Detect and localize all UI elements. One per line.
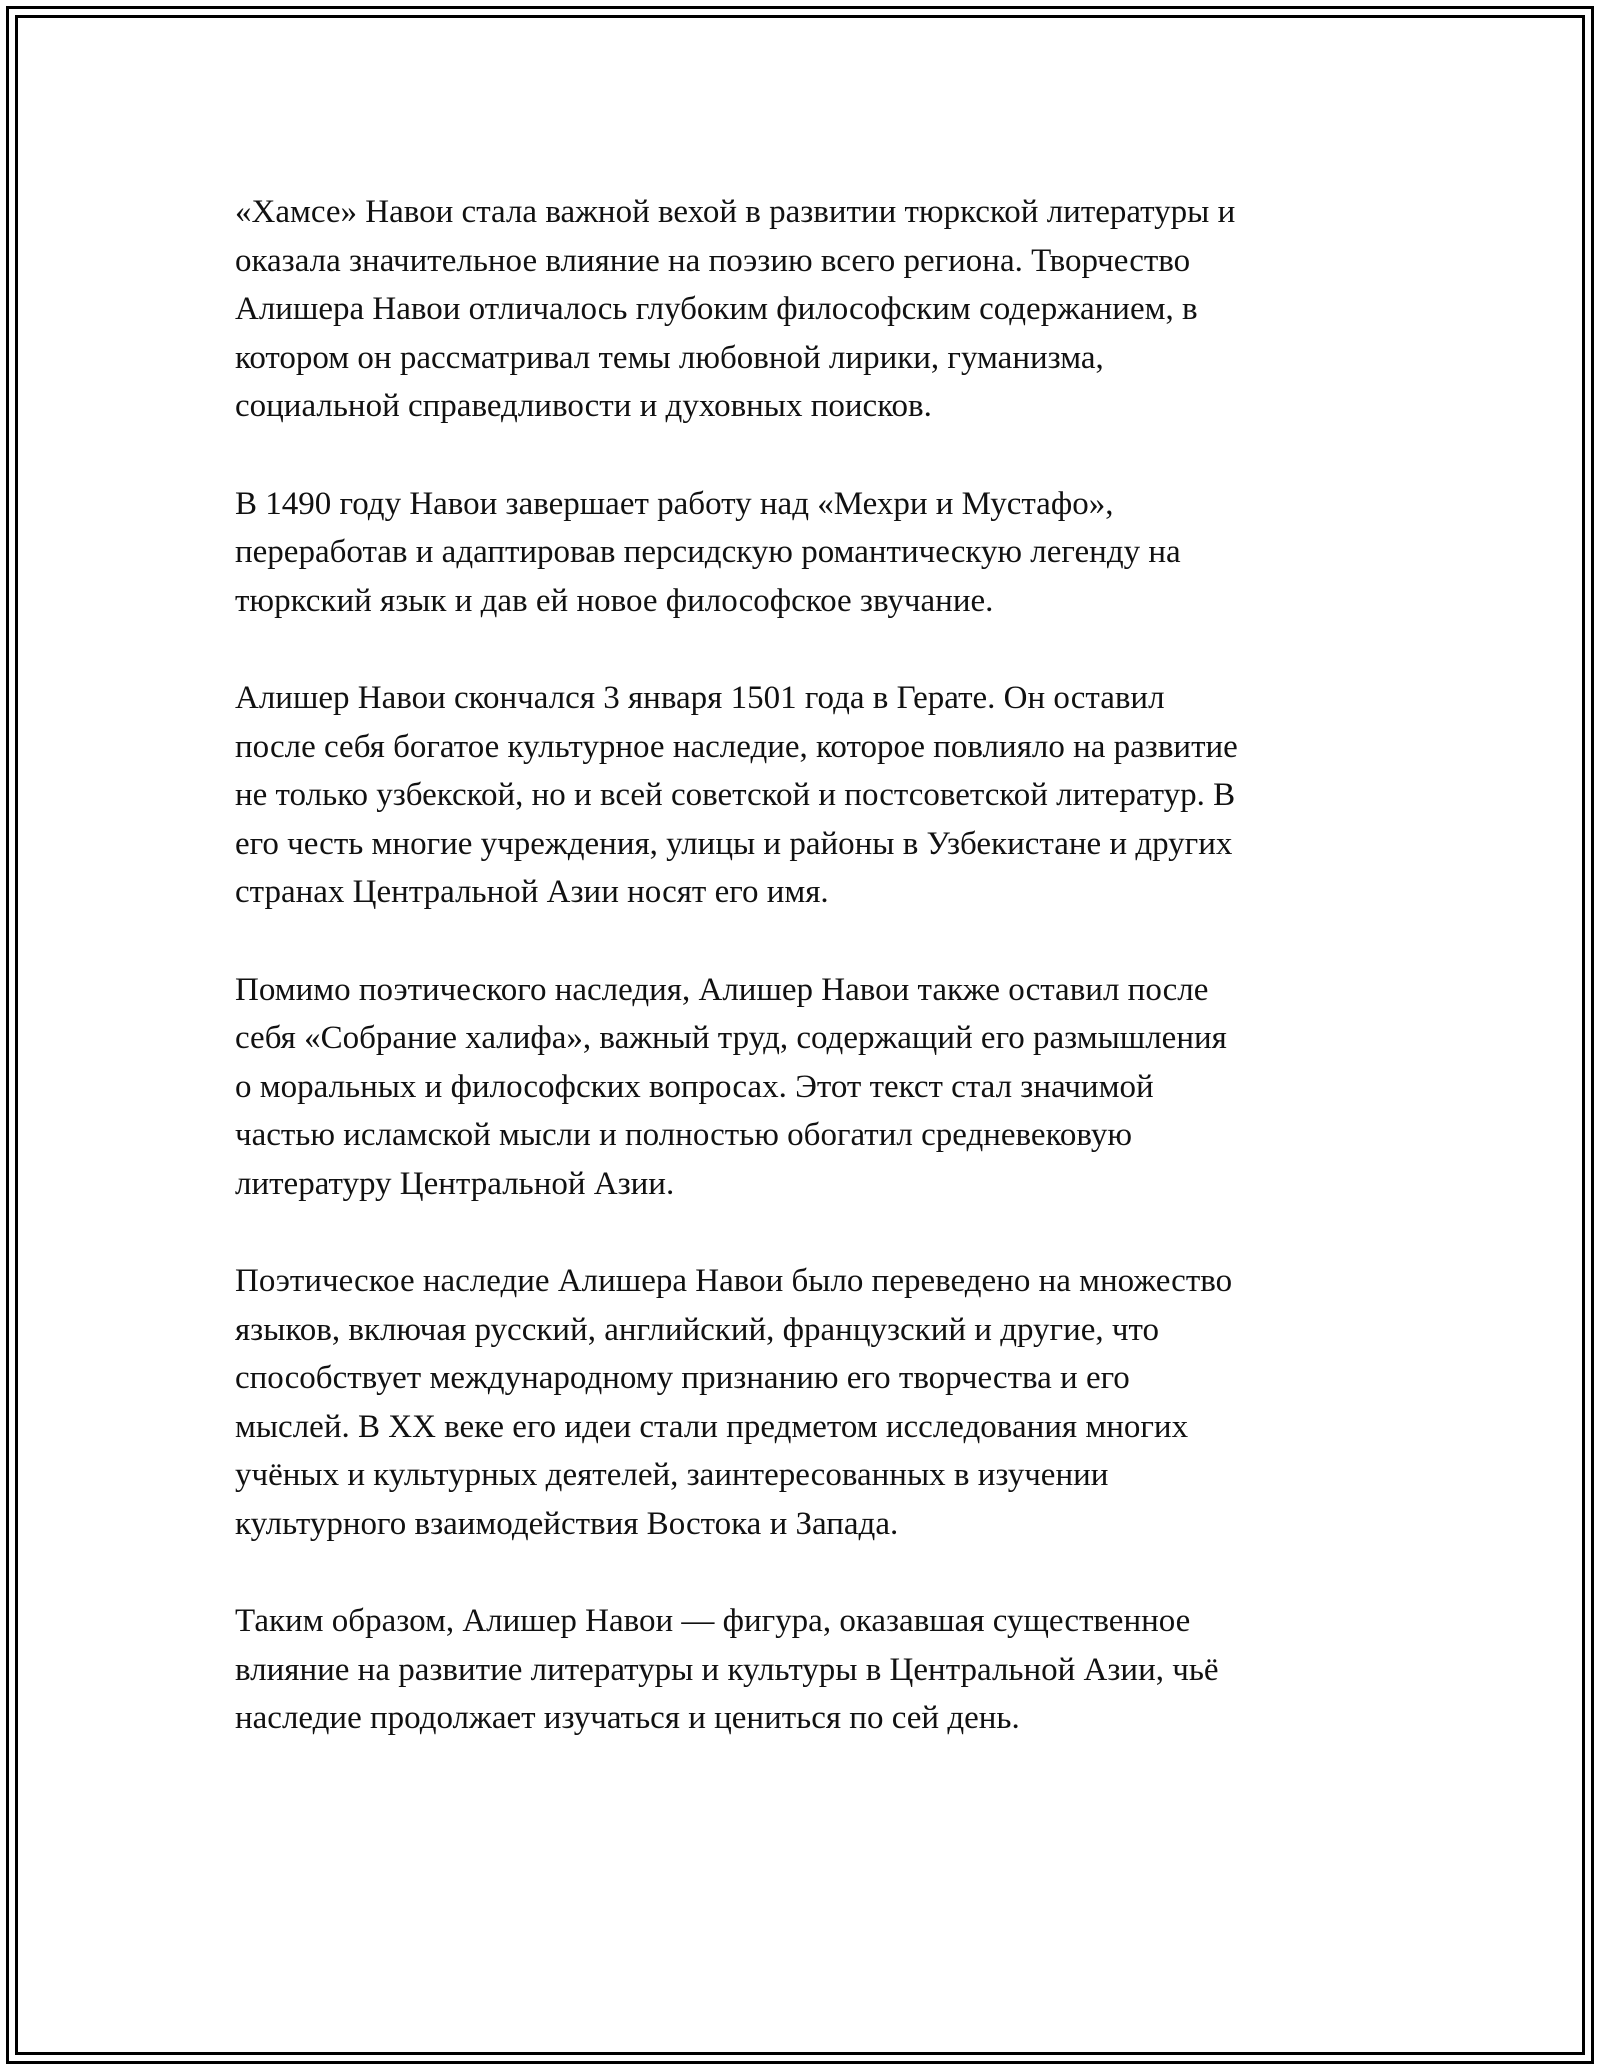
paragraph-conclusion: Таким образом, Алишер Навои — фигура, оказавшая существенное влияние на развитие литературы и культуры в Центральной Азии, чьё наследие продолжает изучаться и цениться по сей день. — [235, 1603, 1219, 1737]
paragraph-mehri-mustafo: В 1490 году Навои завершает работу над «Мехри и Мустафо», переработав и адаптировав персидскую романтическую легенду на тюркский язык и дав ей новое философское звучание. — [235, 485, 1181, 619]
paragraph-translations: Поэтическое наследие Алишера Навои было переведено на множество языков, включая русский, английский, французский и другие, что способствует международному признанию его творчества и его мыслей. В XX веке его идеи стали предметом исследования многих учёных и культурных деятелей, заинтересованных в изучении культурного взаимодействия Востока и Запада. — [235, 1263, 1233, 1543]
paragraph-death-legacy: Алишер Навои скончался 3 января 1501 года в Герате. Он оставил после себя богатое культурное наследие, которое повлияло на развитие не только узбекской, но и всей советской и постсоветской литератур. В его честь многие учреждения, улицы и районы в Узбекистане и других странах Центральной Азии носят его имя. — [235, 679, 1238, 911]
document-body — [235, 188, 1370, 1792]
paragraph-khalifa-collection: Помимо поэтического наследия, Алишер Навои также оставил после себя «Собрание халифа», важный труд, содержащий его размышления о моральных и философских вопросах. Этот текст стал значимой частью исламской мысли и полностью обогатил средневековую литературу Центральной Азии. — [235, 971, 1227, 1202]
paragraph-khamse: «Хамсе» Навои стала важной вехой в развитии тюркской литературы и оказала значительное влияние на поэзию всего региона. Творчество Алишера Навои отличалось глубоким философским содержанием, в котором он рассматривал темы любовной лирики, гуманизма, социальной справедливости и духовных поисков. — [235, 194, 1236, 425]
